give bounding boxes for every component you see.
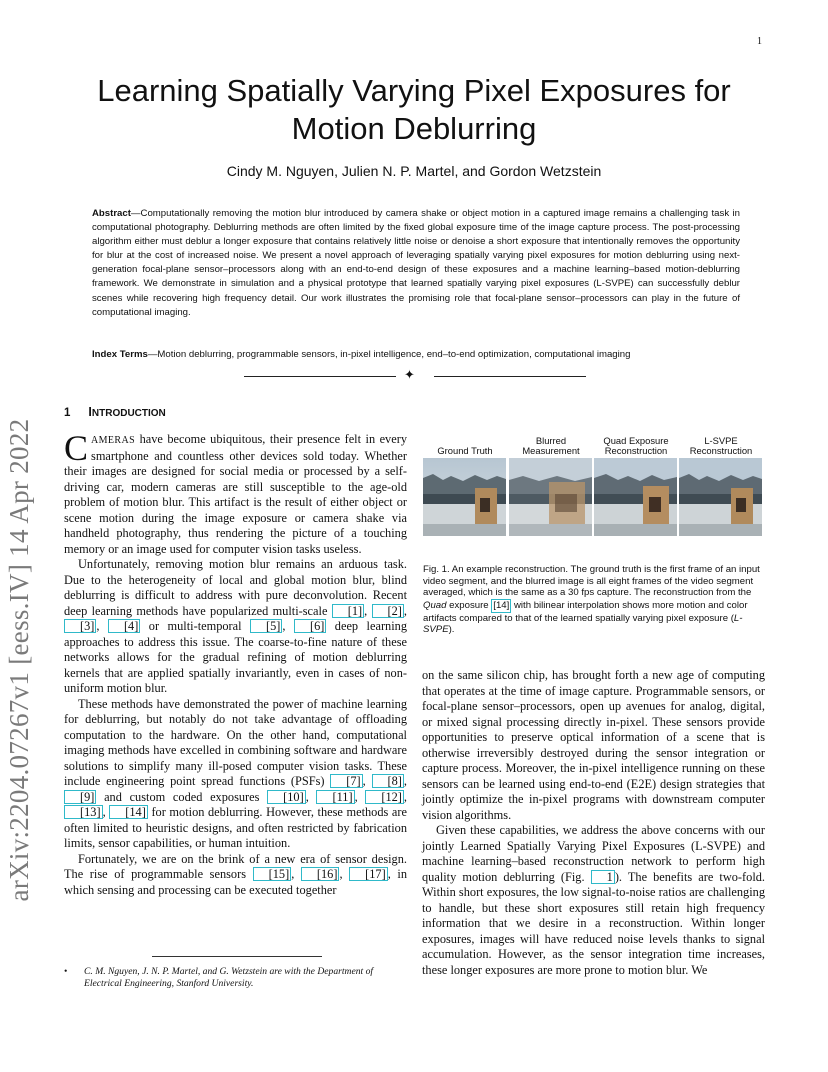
index-terms-text: —Motion deblurring, programmable sensors, in-pixel intelligence, end–to-end optimization, computational imaging xyxy=(147,349,631,360)
caption-quad: Quad xyxy=(423,599,447,611)
index-terms-label: Index Terms xyxy=(92,349,148,360)
caption-lsvpe: L-SVPE xyxy=(423,612,743,636)
label-blurred-measurement: Blurred Measurement xyxy=(522,435,580,456)
index-terms xyxy=(92,348,742,361)
abstract-text: —Computationally removing the motion blur introduced by camera shake or object motion in a captured image remains a challenging task in computational photography. Deblurring methods are often limited by the fixed global exposure time of the image capture process. The post-processing algorithm either must deblur a longer exposure that contains relatively little noise or denoise a short exposure that intentionally removes the opportunity for blur at the cost of increased noise. We present a novel approach of leveraging spatially varying pixel exposures for motion deblurring using next-generation focal-plane sensor–processors along with an end-to-end design of these exposures and a machine learning–based motion-deblurring framework. We demonstrate in simulation and a physical prototype that learned spatially varying pixel exposures (L-SVPE) can successfully deblur scenes while recovering high frequency detail. Our work illustrates the promising role that focal-plane sensor–processors can play in the future of computational imaging. xyxy=(92,208,740,318)
citation-link[interactable]: [5] xyxy=(250,619,282,633)
title-line-1: Learning Spatially Varying Pixel Exposures for xyxy=(97,73,731,108)
paragraph-4-text-a: Fortunately, we are on the brink of a new era of sensor design. The rise of programmable sensors xyxy=(64,851,407,881)
right-paragraph-2-text-b: ). The benefits are two-fold. Within short exposures, the low signal-to-noise ratios are challenging to handle, but these short exposures still retain high frequency information that we desire in a reconstruction. Within longer exposures, images will have reduced noise levels thanks to signal accumulation. However, as the sensor integration time increases, these longer exposures are more prone to motion blur. We xyxy=(422,869,766,977)
citation-link[interactable]: [3] xyxy=(64,619,96,633)
citation-link[interactable]: [16] xyxy=(301,867,340,881)
label-lsvpe: L-SVPE Reconstruction xyxy=(689,435,753,456)
figure-labels xyxy=(423,430,765,458)
citation-link[interactable]: [10] xyxy=(267,790,306,804)
caption-text-c: with bilinear interpolation shows more motion and color artifacts compared to that of the learned spatially varying pixel exposure ( xyxy=(423,599,748,624)
paragraph-1-text: have become ubiquitous, their presence felt in every smartphone and countless other devices sold today. Whether their images are designed for social media or processed by a self-driving car, modern cameras are still susceptible to the age-old problem of motion blur. This artifact is the result of either object or scene motion during the image exposure or camera shake via handheld photography, thus rendering the picture of a touching memory or an image used for computer vision tasks useless. xyxy=(64,432,407,556)
figure-caption xyxy=(423,564,767,636)
paragraph-3-text-b: and custom coded exposures xyxy=(96,789,268,804)
divider-star-icon: ✦ xyxy=(404,367,415,382)
paragraph-3: These methods have demonstrated the power of machine learning for deblurring, but notably do not take advantage of offloading computation to the hardware. On the other hand, computational imaging methods have excelled in combining software and hardware solutions to simplify many ill-posed computer vision tasks. These include engineering point spread functions (PSFs) [7] , [8] , [9] and custom coded exposures [10] , [11] , [12] , [13] , [14] for motion deblurring. However, these methods are often limited to heuristic designs, and often restricted by fabrication limits, sensor capabilities, or human intuition. xyxy=(64,696,408,850)
caption-text-a: Fig. 1. An example reconstruction. The ground truth is the first frame of an input video segment, and the blurred image is all eight frames of the video segment averaged, which is the same as a 30 fps capture. The reconstruction from the xyxy=(423,564,760,599)
paragraph-2-text-b: or multi-temporal xyxy=(140,619,251,633)
citation-link[interactable]: [9] xyxy=(64,790,96,804)
drop-cap: C xyxy=(64,428,89,468)
paragraph-4: Fortunately, we are on the brink of a new era of sensor design. The rise of programmable sensors [15] , [16] , [17] , in which sensing and processing can be executed together xyxy=(64,851,408,897)
right-paragraph-1: on the same silicon chip, has brought forth a new age of computing that operates at the time of image capture. Programmable sensors, or focal-plane sensor–processors, open up avenues for analog, digital, or mixed signal processing directly in-pixel. These sensors provide opportunities to preserve optical information of a scene that is otherwise irreversibly destroyed during the sensor integration or capture process. Moreover, the in-pixel intelligence running on these sensors can be learned using end-to-end (E2E) design strategies that jointly optimize the in-pixel programs with downstream computer vision algorithms. xyxy=(422,668,765,822)
label-quad-exposure: Quad Exposure Reconstruction xyxy=(603,435,669,456)
figure-panels xyxy=(423,458,765,536)
citation-link[interactable]: [17] xyxy=(349,867,388,881)
divider-line-left xyxy=(244,376,396,377)
right-paragraph-2-text-a: Given these capabilities, we address the above concerns with our jointly Learned Spatially Varying Pixel Exposures (L-SVPE) and machine learning–based reconstruction network to perform high quality motion deblurring (Fig. xyxy=(422,823,765,884)
divider-line-right xyxy=(434,376,586,377)
paragraph-4-text-b: , in which sensing and processing can be executed together xyxy=(64,867,408,897)
paragraph-3-text-a: These methods have demonstrated the power of machine learning for deblurring, but notably do not take advantage of offloading computation to the hardware. On the other hand, computational imaging methods have excelled in combining software and hardware solutions to simplify many ill-posed computer vision tasks. These include engineering point spread functions (PSFs) xyxy=(64,696,407,788)
figure-1 xyxy=(423,430,765,536)
citation-link[interactable]: [7] xyxy=(330,774,362,788)
citation-link[interactable]: [1] xyxy=(332,604,364,618)
footnote-rule xyxy=(152,956,322,957)
citation-link[interactable]: [8] xyxy=(372,774,404,788)
citation-link[interactable]: [13] xyxy=(64,805,103,819)
figure-ref-link[interactable]: 1 xyxy=(591,870,615,884)
smallcaps-word: AMERAS xyxy=(91,435,136,446)
citation-link[interactable]: [6] xyxy=(294,619,326,633)
citation-link[interactable]: [14] xyxy=(493,599,510,611)
abstract-label: Abstract xyxy=(92,208,131,219)
caption-text-d: ). xyxy=(448,624,455,636)
panel-quad-exposure xyxy=(594,458,677,536)
footnote xyxy=(64,966,409,990)
citation-link[interactable]: [4] xyxy=(108,619,140,633)
abstract xyxy=(92,207,740,320)
right-column xyxy=(422,668,765,978)
caption-text-b: exposure xyxy=(446,599,492,611)
right-paragraph-2 xyxy=(422,823,765,978)
title-line-2: Motion Deblurring xyxy=(291,111,537,146)
paragraph-1 xyxy=(64,428,407,557)
panel-lsvpe xyxy=(679,458,762,536)
citation-link[interactable]: [14] xyxy=(109,805,148,819)
paragraph-3-text-c: for motion deblurring. However, these methods are often limited to heuristic designs, and often restricted by fabrication limits, sensor capabilities, or human intuition. xyxy=(64,805,407,850)
section-heading xyxy=(64,405,166,419)
arxiv-identifier: arXiv:2204.07267v1 [eess.IV] 14 Apr 2022 xyxy=(4,418,34,902)
section-title-rest: NTRODUCTION xyxy=(91,408,166,419)
section-number: 1 xyxy=(64,407,71,419)
section-title-initial: I xyxy=(88,405,92,419)
paragraph-2-text-a: Unfortunately, removing motion blur remains an arduous task. Due to the heterogeneity of local and global motion blur, blind deblurring is difficult to address with pure deconvolution. Recent deep learning methods have popularized multi-scale xyxy=(64,557,407,618)
citation-link[interactable]: [11] xyxy=(316,790,354,804)
citation-link[interactable]: [12] xyxy=(365,790,404,804)
paragraph-2-text-c: deep learning approaches to address this issue. The coarse-to-fine nature of these networks allows for the gradual refining of motion deblurring kernels that are applied spatially invariantly, even in cases of non-uniform motion blur. xyxy=(64,619,407,695)
label-ground-truth: Ground Truth xyxy=(437,445,493,456)
authors: Cindy M. Nguyen, Julien N. P. Martel, and Gordon Wetzstein xyxy=(226,163,602,179)
left-column xyxy=(64,428,408,898)
footnote-bullet: • xyxy=(64,966,68,977)
panel-blurred xyxy=(509,458,592,536)
citation-link[interactable]: [15] xyxy=(253,867,292,881)
citation-link[interactable]: [2] xyxy=(372,604,404,618)
panel-ground-truth xyxy=(423,458,506,536)
paper-title xyxy=(60,72,768,148)
footnote-text: C. M. Nguyen, J. N. P. Martel, and G. Wetzstein are with the Department of Electrical Engineering, Stanford University. xyxy=(84,966,374,989)
page-number: 1 xyxy=(757,36,762,47)
paragraph-2: Unfortunately, removing motion blur remains an arduous task. Due to the heterogeneity of local and global motion blur, blind deblurring is difficult to address with pure deconvolution. Recent deep learning methods have popularized multi-scale [1] , [2] , [3] , [4] or multi-temporal [5] , [6] deep learning approaches to address this issue. The coarse-to-fine nature of these networks allows for the gradual refining of motion deblurring kernels that are applied spatially invariantly, even in cases of non-uniform motion blur. xyxy=(64,557,407,695)
section-divider xyxy=(244,369,586,383)
